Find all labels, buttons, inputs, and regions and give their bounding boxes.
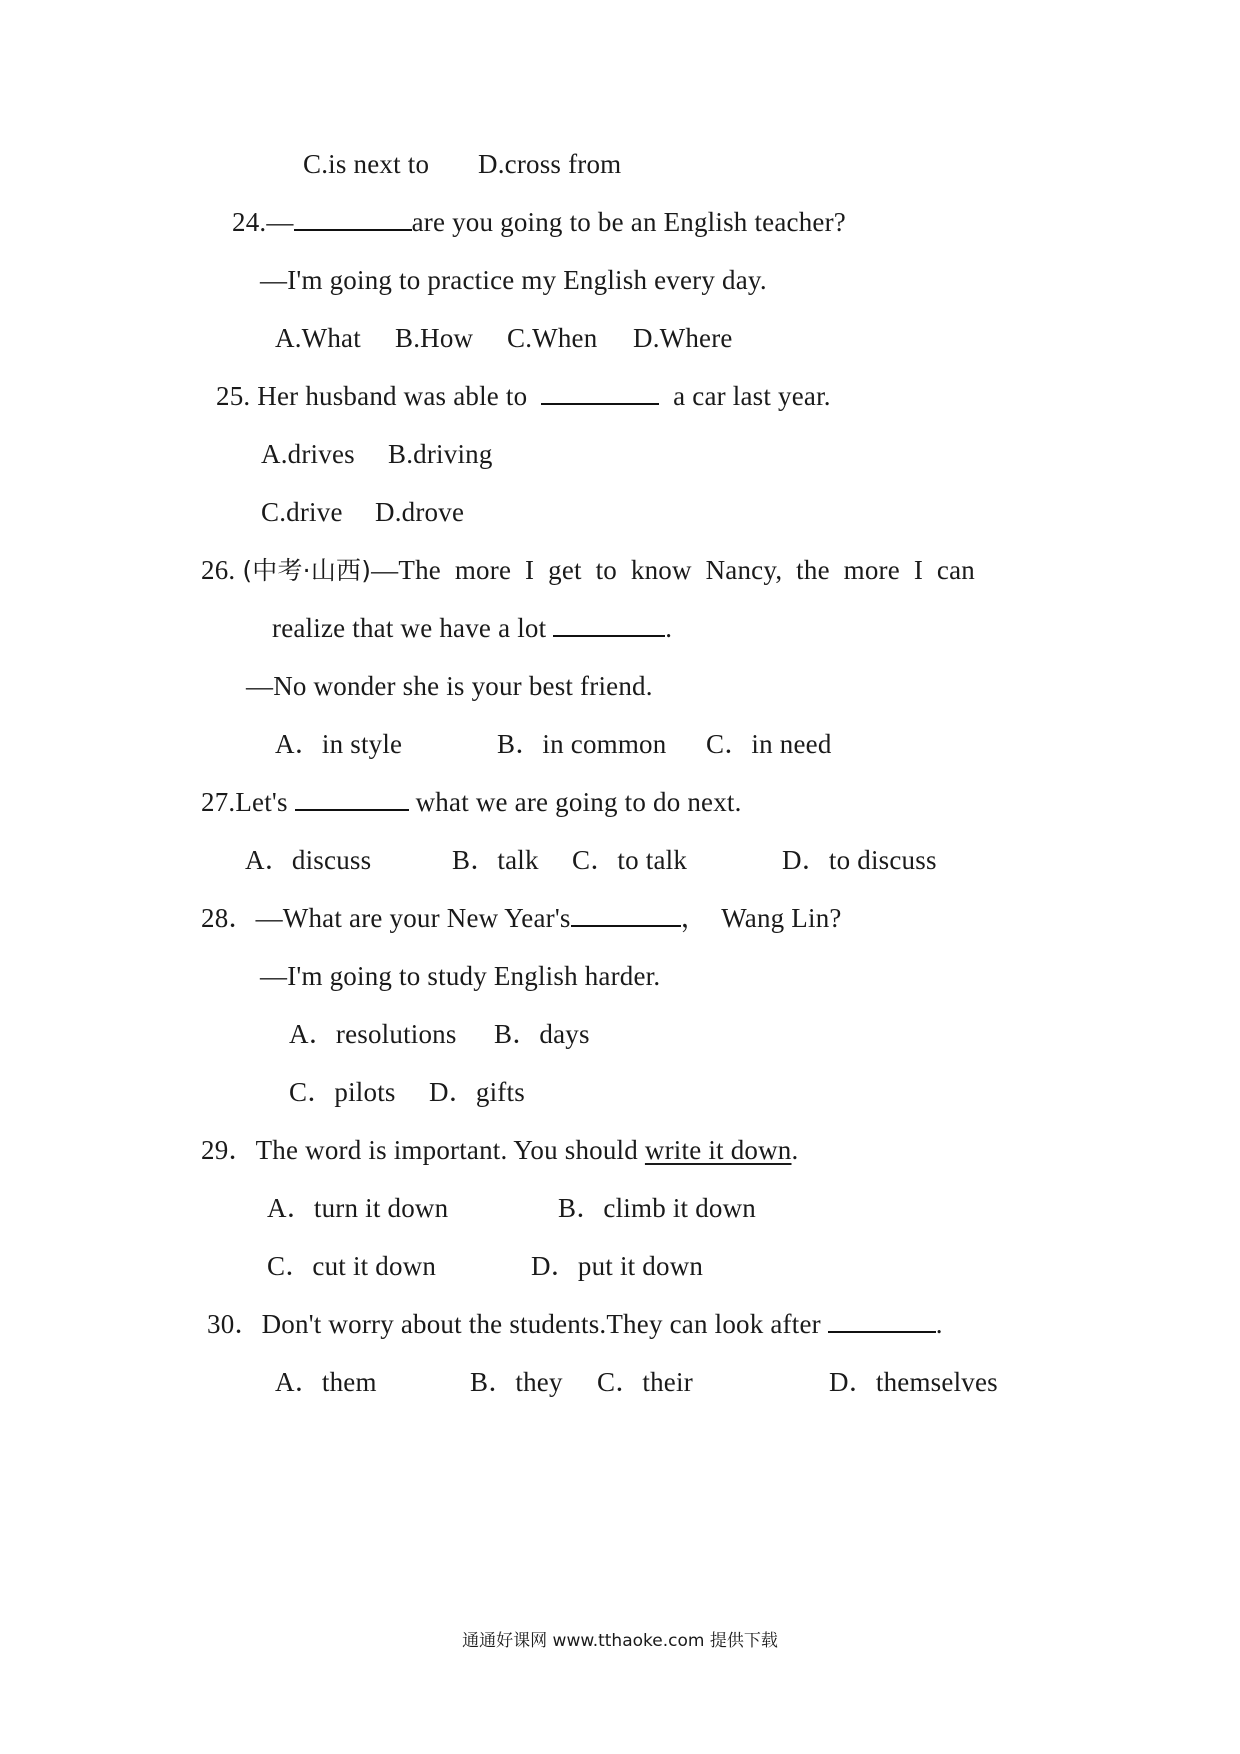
q26-blank bbox=[553, 613, 665, 637]
q28-option-d: D．gifts bbox=[429, 1077, 525, 1107]
q29-option-b: B．climb it down bbox=[558, 1193, 756, 1223]
q26-option-c: C．in need bbox=[706, 729, 832, 759]
q27-option-b: B．talk bbox=[452, 845, 539, 875]
q26-option-a: A．in style bbox=[275, 729, 403, 759]
page-footer: 通通好课网 www.tthaoke.com 提供下载 bbox=[462, 1631, 778, 1651]
q30-text-pre: 30．Don't worry about the students.They can look after bbox=[207, 1309, 821, 1339]
q23-option-c: C.is next to bbox=[303, 149, 430, 179]
q24-answer: —I'm going to practice my English every day. bbox=[260, 265, 767, 295]
q24-number: 24.— bbox=[232, 207, 294, 237]
q27-option-a: A．discuss bbox=[245, 845, 372, 875]
q26-number: 26. bbox=[201, 555, 236, 585]
q28-option-b: B．days bbox=[494, 1019, 590, 1049]
q25-option-b: B.driving bbox=[388, 439, 493, 469]
q25-text-post: a car last year. bbox=[673, 381, 831, 411]
q27-option-c: C．to talk bbox=[572, 845, 688, 875]
q30-option-b: B．they bbox=[470, 1367, 563, 1397]
q24-option-b: B.How bbox=[395, 323, 474, 353]
q26-answer: —No wonder she is your best friend. bbox=[246, 671, 653, 701]
q27-text-post: what we are going to do next. bbox=[415, 787, 742, 817]
q28-option-a: A．resolutions bbox=[289, 1019, 457, 1049]
q27-text-pre: 27.Let's bbox=[201, 787, 288, 817]
q24-blank bbox=[294, 207, 412, 231]
q30-option-c: C．their bbox=[597, 1367, 693, 1397]
q24-option-d: D.Where bbox=[633, 323, 733, 353]
q25-option-d: D.drove bbox=[375, 497, 465, 527]
q30-text-end: . bbox=[935, 1309, 943, 1339]
q28-option-c: C．pilots bbox=[289, 1077, 396, 1107]
q26-question-line1 bbox=[201, 553, 975, 588]
q24-option-c: C.When bbox=[507, 323, 598, 353]
q24-option-a: A.What bbox=[275, 323, 361, 353]
q29-option-c: C．cut it down bbox=[267, 1251, 437, 1281]
q25-text-pre: 25. Her husband was able to bbox=[216, 381, 528, 411]
q26-option-b: B．in common bbox=[497, 729, 667, 759]
q26-text-line1: —The more I get to know Nancy, the more I can bbox=[371, 555, 975, 585]
q28-text-pre: 28．—What are your New Year's bbox=[201, 903, 571, 933]
q30-option-d: D．themselves bbox=[829, 1367, 998, 1397]
q27-question bbox=[201, 785, 742, 819]
q26-question-line2 bbox=[272, 611, 672, 645]
q30-blank bbox=[828, 1309, 936, 1333]
q26-text-line2: realize that we have a lot bbox=[272, 613, 547, 643]
q30-option-a: A．them bbox=[275, 1367, 377, 1397]
q25-option-a: A.drives bbox=[261, 439, 355, 469]
q29-text-pre: 29．The word is important. You should bbox=[201, 1135, 638, 1165]
q25-blank bbox=[541, 381, 659, 405]
q28-answer: —I'm going to study English harder. bbox=[260, 961, 661, 991]
q29-option-a: A．turn it down bbox=[267, 1193, 449, 1223]
q24-text: are you going to be an English teacher? bbox=[411, 207, 846, 237]
q25-option-c: C.drive bbox=[261, 497, 343, 527]
q28-blank bbox=[571, 903, 681, 927]
q29-option-d: D．put it down bbox=[531, 1251, 704, 1281]
q26-source: (中考·山西) bbox=[242, 556, 372, 585]
q27-option-d: D．to discuss bbox=[782, 845, 937, 875]
q27-blank bbox=[295, 787, 409, 811]
q29-question bbox=[201, 1133, 798, 1167]
q29-underlined-phrase: write it down bbox=[644, 1135, 792, 1165]
q24-question bbox=[232, 205, 846, 239]
q29-text-end: . bbox=[791, 1135, 799, 1165]
q25-question bbox=[216, 379, 831, 413]
q28-question bbox=[201, 901, 842, 935]
q28-text-post: ， Wang Lin? bbox=[680, 903, 842, 933]
q30-question bbox=[207, 1307, 943, 1341]
q23-option-d: D.cross from bbox=[478, 149, 622, 179]
q26-text-end: . bbox=[665, 613, 673, 643]
